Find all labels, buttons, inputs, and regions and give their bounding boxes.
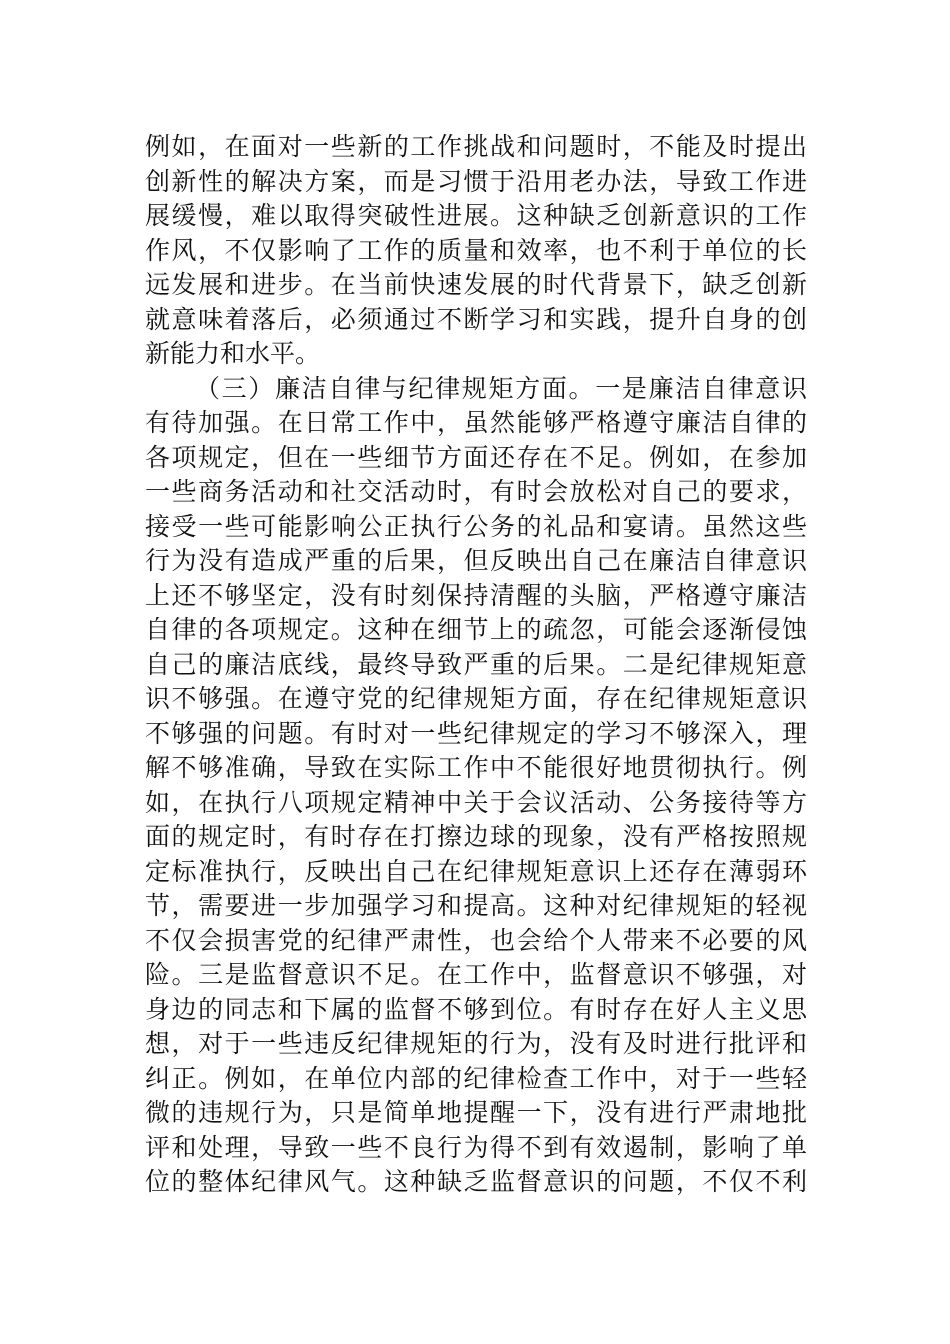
text-line-25: 险。三是监督意识不足。在工作中，监督意识不够强，对 bbox=[145, 960, 807, 989]
text-line-16: 自己的廉洁底线，最终导致严重的后果。二是纪律规矩意 bbox=[145, 649, 807, 679]
text-line-14: 上还不够坚定，没有时刻保持清醒的头脑，严格遵守廉洁 bbox=[145, 580, 807, 610]
text-line-29: 微的违规行为，只是简单地提醒一下，没有进行严肃地批 bbox=[145, 1098, 807, 1127]
text-line-2: 创新性的解决方案，而是习惯于沿用老办法，导致工作进 bbox=[145, 166, 807, 196]
body-text bbox=[145, 130, 807, 1200]
text-line-7: 新能力和水平。 bbox=[145, 339, 321, 368]
text-line-28: 纠正。例如，在单位内部的纪律检查工作中，对于一些轻 bbox=[145, 1063, 807, 1093]
text-line-12: 接受一些可能影响公正执行公务的礼品和宴请。虽然这些 bbox=[145, 511, 807, 541]
text-line-27: 想，对于一些违反纪律规矩的行为，没有及时进行批评和 bbox=[145, 1029, 807, 1058]
text-line-1: 例如，在面对一些新的工作挑战和问题时，不能及时提出 bbox=[145, 132, 807, 161]
text-line-9: 有待加强。在日常工作中，虽然能够严格遵守廉洁自律的 bbox=[145, 408, 807, 437]
text-line-15: 自律的各项规定。这种在细节上的疏忽，可能会逐渐侵蚀 bbox=[145, 615, 807, 644]
text-line-17: 识不够强。在遵守党的纪律规矩方面，存在纪律规矩意识 bbox=[145, 684, 807, 713]
text-line-13: 行为没有造成严重的后果，但反映出自己在廉洁自律意识 bbox=[145, 546, 807, 575]
text-line-23: 节，需要进一步加强学习和提高。这种对纪律规矩的轻视 bbox=[145, 891, 807, 920]
text-line-22: 定标准执行，反映出自己在纪律规矩意识上还存在薄弱环 bbox=[145, 856, 807, 886]
text-line-18: 不够强的问题。有时对一些纪律规定的学习不够深入，理 bbox=[145, 718, 807, 748]
text-line-19: 解不够准确，导致在实际工作中不能很好地贯彻执行。例 bbox=[145, 753, 807, 782]
text-line-30: 评和处理，导致一些不良行为得不到有效遏制，影响了单 bbox=[145, 1132, 807, 1162]
text-line-4: 作风，不仅影响了工作的质量和效率，也不利于单位的长 bbox=[145, 235, 807, 265]
text-line-6: 就意味着落后，必须通过不断学习和实践，提升自身的创 bbox=[145, 304, 807, 334]
text-line-20: 如，在执行八项规定精神中关于会议活动、公务接待等方 bbox=[145, 787, 807, 817]
text-line-24: 不仅会损害党的纪律严肃性，也会给个人带来不必要的风 bbox=[145, 925, 807, 955]
text-line-5: 远发展和进步。在当前快速发展的时代背景下，缺乏创新 bbox=[145, 270, 807, 299]
text-line-21: 面的规定时，有时存在打擦边球的现象，没有严格按照规 bbox=[145, 822, 807, 851]
text-line-11: 一些商务活动和社交活动时，有时会放松对自己的要求， bbox=[145, 477, 807, 506]
text-line-10: 各项规定，但在一些细节方面还存在不足。例如，在参加 bbox=[145, 442, 807, 472]
text-line-26: 身边的同志和下属的监督不够到位。有时存在好人主义思 bbox=[145, 994, 807, 1024]
section-heading-line: （三）廉洁自律与纪律规矩方面。一是廉洁自律意识 bbox=[195, 373, 807, 403]
text-line-3: 展缓慢，难以取得突破性进展。这种缺乏创新意识的工作 bbox=[145, 201, 807, 230]
text-line-31: 位的整体纪律风气。这种缺乏监督意识的问题，不仅不利 bbox=[145, 1167, 807, 1196]
